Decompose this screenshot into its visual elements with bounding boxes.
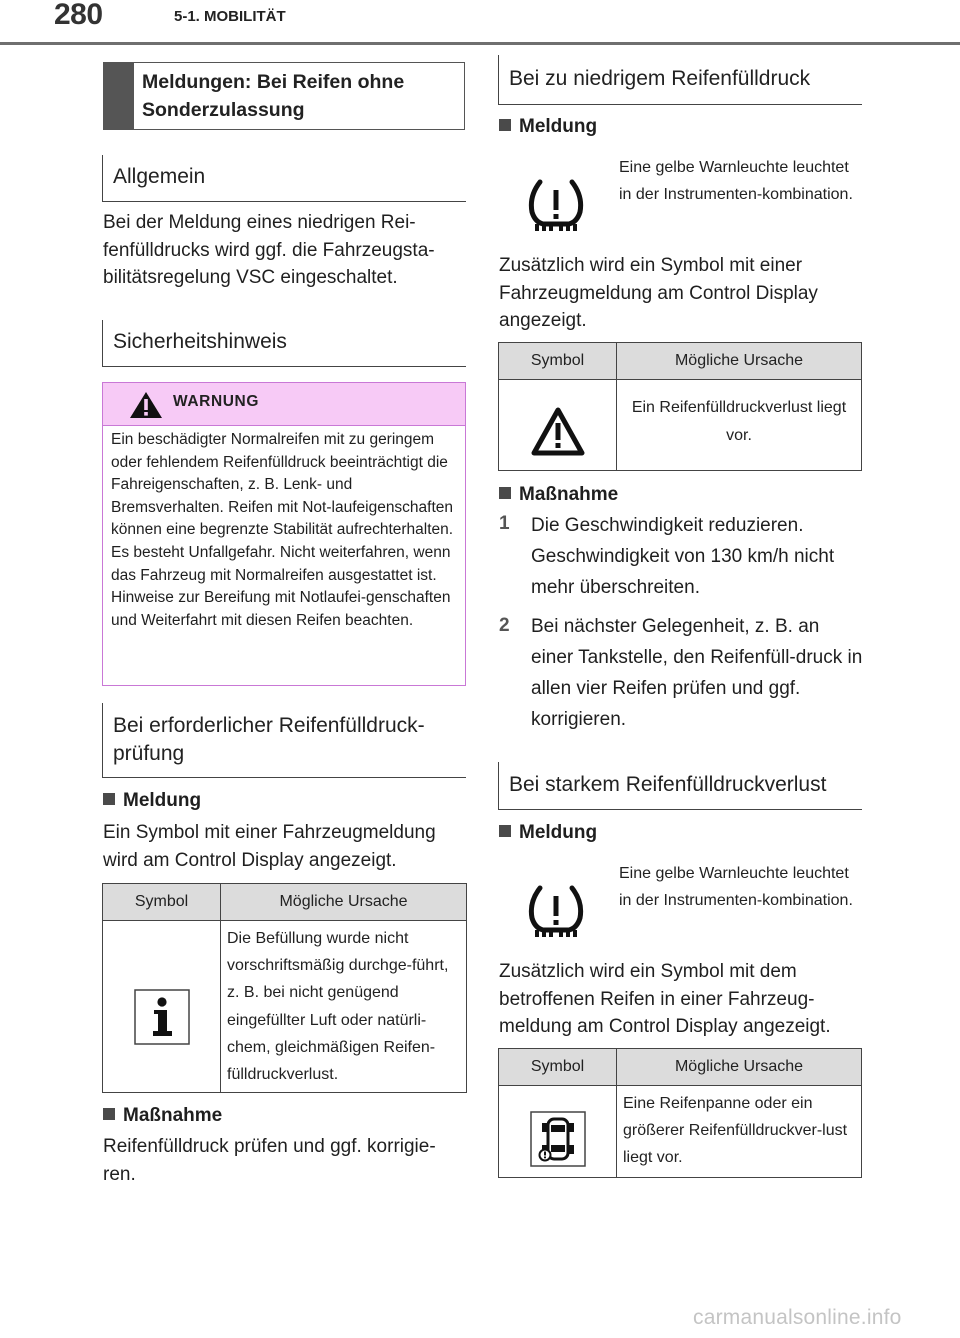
subheading-massnahme-2	[499, 484, 618, 506]
chapter-title: 5-1. MOBILITÄT	[174, 8, 286, 25]
square-bullet-icon	[499, 119, 511, 131]
heading-starker-verlust: Bei starkem Reifenfülldruckverlust	[498, 762, 862, 810]
info-icon	[134, 989, 190, 1045]
tire-pressure-warning-icon	[527, 178, 585, 234]
cause-cell: Eine Reifenpanne oder ein größerer Reifenfülldruckver-lust liegt vor.	[617, 1086, 862, 1178]
table-header-symbol: Symbol	[499, 1049, 617, 1086]
allgemein-text: Bei der Meldung eines niedrigen Rei-fenfülldrucks wird ggf. die Fahrzeugsta-bilitätsregelung VSC eingeschaltet.	[103, 212, 435, 288]
heading-reifenfuelldruckpruefung: Bei erforderlicher Reifenfülldruck-prüfung	[102, 703, 466, 778]
subheading-label: Meldung	[123, 790, 202, 811]
step-text-2: Bei nächster Gelegenheit, z. B. an einer Tankstelle, den Reifenfüll-druck in allen vier Reifen prüfen und ggf. korrigieren.	[531, 616, 863, 730]
subheading-label: Meldung	[519, 822, 598, 843]
table-header-cause: Mögliche Ursache	[617, 1049, 862, 1086]
step-number-2: 2	[499, 615, 510, 636]
warning-title: WARNUNG	[173, 393, 259, 410]
watermark: carmanualsonline.info	[693, 1306, 902, 1329]
symbol-cell	[499, 380, 617, 471]
symbol-table-2	[498, 342, 862, 471]
page-number: 280	[54, 0, 103, 31]
subheading-meldung-1	[103, 790, 201, 812]
warnlight-text-2: Eine gelbe Warnleuchte leuchtet in der Instrumenten-kombination.	[619, 865, 853, 909]
niedrig-extra-text: Zusätzlich wird ein Symbol mit einer Fahrzeugmeldung am Control Display angezeigt.	[499, 255, 818, 331]
square-bullet-icon	[103, 793, 115, 805]
subheading-label: Meldung	[519, 116, 598, 137]
symbol-table-1	[102, 883, 467, 1093]
warning-text: Ein beschädigter Normalreifen mit zu geringem oder fehlendem Reifenfülldruck beeinträchtigt die Fahreigenschaften, z. B. Lenk- und Bremsverhalten. Reifen mit Not-laufeigenschaften können eine begrenzte Stabilität aufrechterhalten. Es besteht Unfallgefahr. Nicht weiterfahren, wenn das Fahrzeug mit Normalreifen ausgestattet ist. Hinweise zur Bereifung mit Notlaufei-genschaften und Weiterfahrt mit diesen Reifen beachten.	[111, 431, 454, 629]
subheading-label: Maßnahme	[519, 484, 619, 505]
table-header-symbol: Symbol	[103, 884, 221, 921]
warning-box	[102, 382, 466, 686]
tire-pressure-warning-icon	[527, 884, 585, 940]
header-rule	[0, 42, 960, 45]
warning-triangle-icon	[129, 391, 163, 419]
pruefung-meldung-text: Ein Symbol mit einer Fahrzeugmeldung wird am Control Display angezeigt.	[103, 822, 436, 871]
subheading-meldung-3	[499, 822, 597, 844]
warning-triangle-icon	[531, 407, 585, 457]
heading-niedriger-druck: Bei zu niedrigem Reifenfülldruck	[498, 55, 862, 105]
title-bar	[104, 63, 134, 129]
car-flat-tire-icon	[530, 1111, 586, 1167]
heading-allgemein: Allgemein	[102, 155, 466, 202]
cause-cell: Ein Reifenfülldruckverlust liegt vor.	[617, 380, 862, 471]
square-bullet-icon	[499, 487, 511, 499]
subheading-massnahme-1	[103, 1105, 222, 1127]
main-section-title	[103, 62, 465, 130]
step-text-1: Die Geschwindigkeit reduzieren. Geschwindigkeit von 130 km/h nicht mehr überschreiten.	[531, 515, 835, 598]
cause-cell: Die Befüllung wurde nicht vorschriftsmäßig durchge-führt, z. B. bei nicht genügend eingefüllter Luft oder natürli-chem, gleichmäßigen Reifen-fülldruckverlust.	[221, 921, 467, 1093]
subheading-meldung-2	[499, 116, 597, 138]
pruefung-massnahme-text: Reifenfülldruck prüfen und ggf. korrigie-ren.	[103, 1136, 436, 1185]
heading-sicherheitshinweis: Sicherheitshinweis	[102, 320, 466, 367]
symbol-cell	[103, 921, 221, 1093]
square-bullet-icon	[103, 1108, 115, 1120]
symbol-table-3	[498, 1048, 862, 1178]
main-title-text: Meldungen: Bei Reifen ohne Sonderzulassung	[142, 71, 405, 121]
subheading-label: Maßnahme	[123, 1105, 223, 1126]
step-number-1: 1	[499, 513, 510, 534]
stark-extra-text: Zusätzlich wird ein Symbol mit dem betroffenen Reifen in einer Fahrzeug-meldung am Control Display angezeigt.	[499, 961, 831, 1037]
warning-header	[103, 383, 465, 426]
table-header-symbol: Symbol	[499, 343, 617, 380]
warnlight-text-1: Eine gelbe Warnleuchte leuchtet in der Instrumenten-kombination.	[619, 159, 853, 203]
square-bullet-icon	[499, 825, 511, 837]
table-header-cause: Mögliche Ursache	[221, 884, 467, 921]
symbol-cell	[499, 1086, 617, 1178]
table-header-cause: Mögliche Ursache	[617, 343, 862, 380]
